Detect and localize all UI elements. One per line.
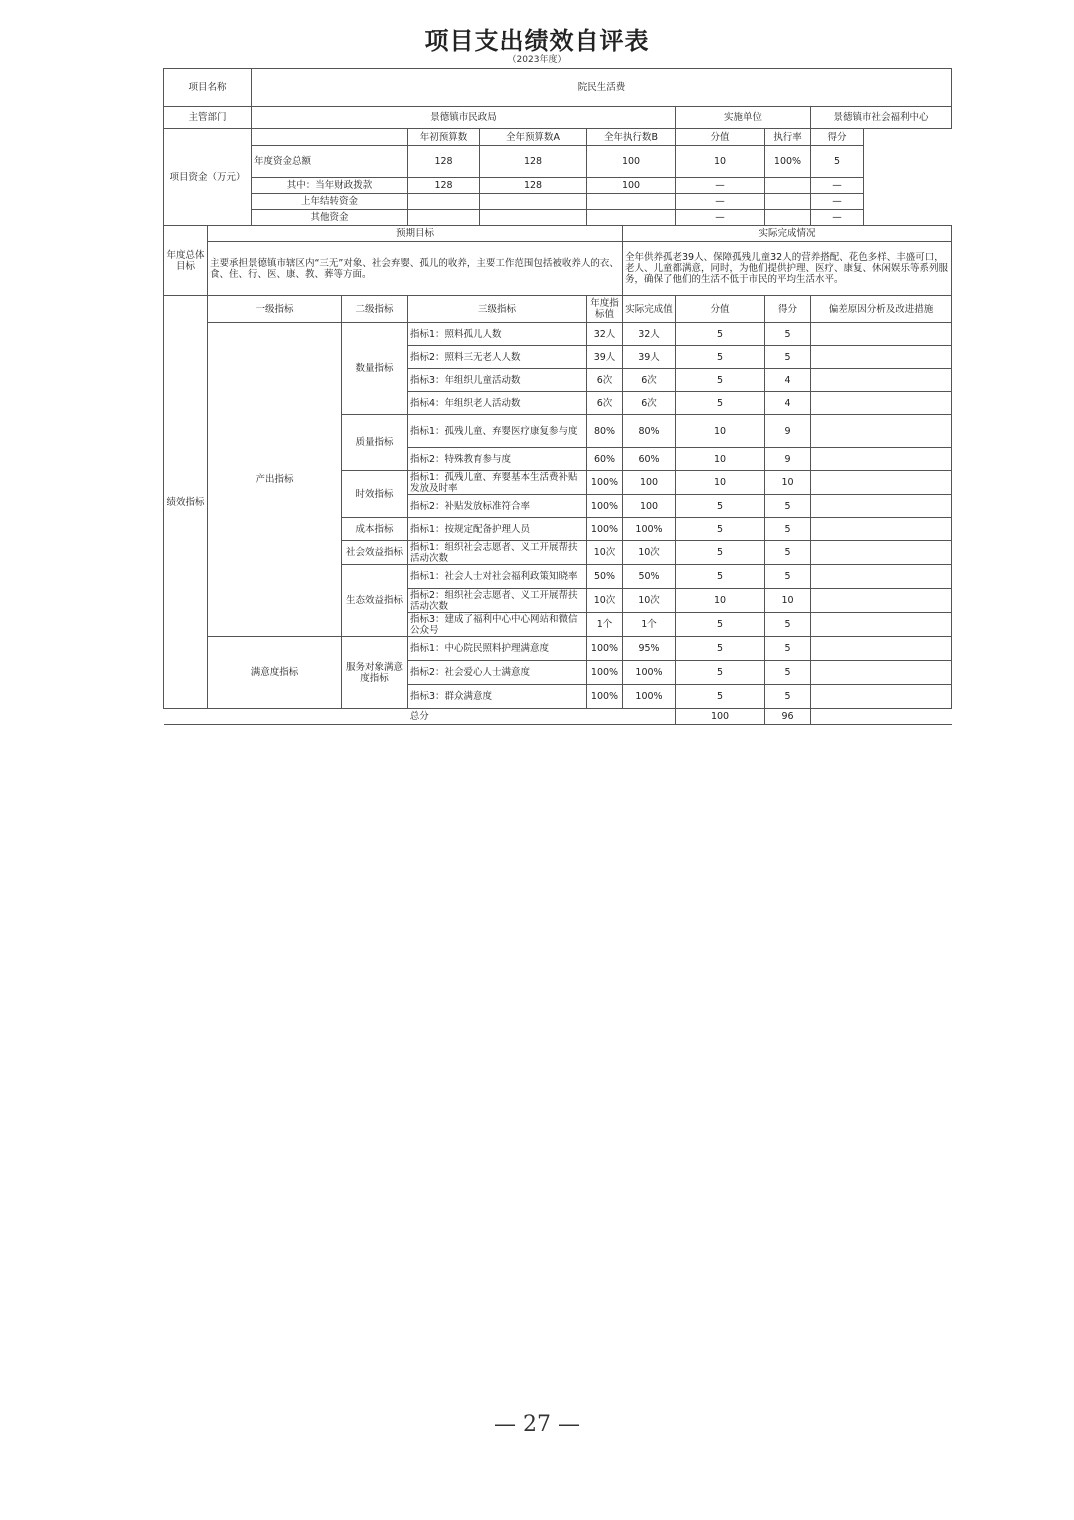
- funds-header: 年初预算数: [408, 129, 480, 146]
- actual-value: 32人: [623, 323, 676, 346]
- level3-name: 指标2：照料三无老人人数: [408, 346, 587, 369]
- target-value: 50%: [587, 565, 623, 589]
- perf-header: 实际完成值: [623, 296, 676, 323]
- level3-name: 指标1：孤残儿童、弃婴医疗康复参与度: [408, 415, 587, 448]
- target-value: 100%: [587, 471, 623, 495]
- funds-cell: —: [676, 210, 765, 226]
- got-value: 5: [765, 346, 811, 369]
- dept-value: 景德镇市民政局: [252, 107, 676, 129]
- perf-header: 得分: [765, 296, 811, 323]
- funds-label: 项目资金（万元）: [164, 129, 252, 226]
- target-value: 80%: [587, 415, 623, 448]
- score-value: 5: [676, 685, 765, 709]
- deviation-note: [811, 392, 952, 415]
- funds-cell: [587, 210, 676, 226]
- target-value: 32人: [587, 323, 623, 346]
- got-value: 5: [765, 495, 811, 518]
- actual-value: 100%: [623, 518, 676, 541]
- perf-header: 分值: [676, 296, 765, 323]
- actual-value: 39人: [623, 346, 676, 369]
- actual-value: 6次: [623, 392, 676, 415]
- funds-header-blank: [252, 129, 408, 146]
- funds-cell: [408, 194, 480, 210]
- score-value: 5: [676, 637, 765, 661]
- funds-cell: [765, 178, 811, 194]
- level3-name: 指标4：年组织老人活动数: [408, 392, 587, 415]
- target-value: 10次: [587, 589, 623, 613]
- self-evaluation-form: [163, 26, 949, 725]
- score-value: 10: [676, 589, 765, 613]
- deviation-note: [811, 471, 952, 495]
- target-value: 10次: [587, 541, 623, 565]
- funds-header-row: [164, 129, 952, 146]
- got-value: 5: [765, 613, 811, 637]
- target-value: 100%: [587, 685, 623, 709]
- level2-quality: 质量指标: [342, 415, 408, 471]
- funds-cell: 128: [480, 146, 587, 178]
- form-year: （2023年度）: [507, 55, 567, 65]
- funds-cell: 10: [676, 146, 765, 178]
- score-value: 5: [676, 541, 765, 565]
- impl-unit-value: 景德镇市社会福利中心: [811, 107, 952, 129]
- level3-name: 指标3：群众满意度: [408, 685, 587, 709]
- actual-value: 10次: [623, 541, 676, 565]
- deviation-note: [811, 346, 952, 369]
- funds-cell: [480, 210, 587, 226]
- actual-value: 100%: [623, 685, 676, 709]
- total-note: [811, 709, 952, 725]
- target-value: 100%: [587, 661, 623, 685]
- funds-header: 得分: [811, 129, 864, 146]
- total-label: 总分: [164, 709, 676, 725]
- level2-ecological: 生态效益指标: [342, 565, 408, 637]
- funds-cell: 5: [811, 146, 864, 178]
- project-name-label: 项目名称: [164, 69, 252, 107]
- actual-value: 100: [623, 471, 676, 495]
- actual-value: 6次: [623, 369, 676, 392]
- actual-value: 10次: [623, 589, 676, 613]
- level2-cost: 成本指标: [342, 518, 408, 541]
- deviation-note: [811, 613, 952, 637]
- deviation-note: [811, 589, 952, 613]
- funds-header: 全年执行数B: [587, 129, 676, 146]
- form-title: 项目支出绩效自评表: [424, 26, 650, 55]
- table-row: [164, 323, 952, 346]
- actual-value: 100%: [623, 661, 676, 685]
- funds-cell: 100: [587, 178, 676, 194]
- funds-row: [164, 194, 952, 210]
- funds-row: [164, 178, 952, 194]
- total-got: 96: [765, 709, 811, 725]
- deviation-note: [811, 495, 952, 518]
- perf-header: 三级指标: [408, 296, 587, 323]
- funds-cell: 128: [408, 178, 480, 194]
- got-value: 4: [765, 369, 811, 392]
- perf-header: 偏差原因分析及改进措施: [811, 296, 952, 323]
- funds-cell: —: [811, 210, 864, 226]
- actual-value: 1个: [623, 613, 676, 637]
- level2-timeliness: 时效指标: [342, 471, 408, 518]
- level2-quantity: 数量指标: [342, 323, 408, 415]
- level3-name: 指标1：按规定配备护理人员: [408, 518, 587, 541]
- deviation-note: [811, 637, 952, 661]
- funds-cell: [408, 210, 480, 226]
- level3-name: 指标2：特殊教育参与度: [408, 448, 587, 471]
- got-value: 5: [765, 661, 811, 685]
- dept-label: 主管部门: [164, 107, 252, 129]
- deviation-note: [811, 541, 952, 565]
- funds-cell: 128: [480, 178, 587, 194]
- funds-cell: 128: [408, 146, 480, 178]
- funds-row-name: 年度资金总额: [252, 146, 408, 178]
- score-value: 5: [676, 565, 765, 589]
- total-row: [164, 709, 952, 725]
- got-value: 10: [765, 589, 811, 613]
- actual-value: 100: [623, 495, 676, 518]
- got-value: 4: [765, 392, 811, 415]
- score-value: 5: [676, 369, 765, 392]
- funds-cell: 100%: [765, 146, 811, 178]
- expected-goal-label: 预期目标: [208, 226, 623, 242]
- got-value: 5: [765, 685, 811, 709]
- funds-header: 全年预算数A: [480, 129, 587, 146]
- funds-cell: [765, 194, 811, 210]
- score-value: 5: [676, 346, 765, 369]
- actual-value: 80%: [623, 415, 676, 448]
- level3-name: 指标2：补贴发放标准符合率: [408, 495, 587, 518]
- actual-goal-label: 实际完成情况: [623, 226, 952, 242]
- deviation-note: [811, 565, 952, 589]
- page-number: — 27 —: [494, 1412, 580, 1437]
- funds-row-name: 上年结转资金: [252, 194, 408, 210]
- got-value: 9: [765, 415, 811, 448]
- perf-header: 一级指标: [208, 296, 342, 323]
- score-value: 5: [676, 392, 765, 415]
- got-value: 5: [765, 323, 811, 346]
- deviation-note: [811, 661, 952, 685]
- actual-value: 60%: [623, 448, 676, 471]
- goal-header-row: [164, 226, 952, 242]
- evaluation-table: [163, 68, 952, 725]
- score-value: 5: [676, 323, 765, 346]
- funds-row: [164, 210, 952, 226]
- funds-row-name: 其他资金: [252, 210, 408, 226]
- perf-header-row: [164, 296, 952, 323]
- actual-goal-text: 全年供养孤老39人、保障孤残儿童32人的营养搭配、花色多样、丰盛可口，老人、儿童都满意，同时，为他们提供护理、医疗、康复、休闲娱乐等系列服务，确保了他们的生活不低于市民的平均生活水平。: [623, 242, 952, 296]
- score-value: 5: [676, 661, 765, 685]
- funds-cell: —: [676, 178, 765, 194]
- level3-name: 指标1：组织社会志愿者、义工开展帮扶活动次数: [408, 541, 587, 565]
- funds-header: 分值: [676, 129, 765, 146]
- got-value: 9: [765, 448, 811, 471]
- actual-value: 50%: [623, 565, 676, 589]
- target-value: 100%: [587, 518, 623, 541]
- impl-unit-label: 实施单位: [676, 107, 811, 129]
- deviation-note: [811, 415, 952, 448]
- target-value: 39人: [587, 346, 623, 369]
- actual-value: 95%: [623, 637, 676, 661]
- level3-name: 指标3：年组织儿童活动数: [408, 369, 587, 392]
- expected-goal-text: 主要承担景德镇市辖区内“三无”对象、社会弃婴、孤儿的收养，主要工作范围包括被收养人的衣、食、住、行、医、康、教、葬等方面。: [208, 242, 623, 296]
- funds-cell: [480, 194, 587, 210]
- target-value: 100%: [587, 495, 623, 518]
- goal-label: 年度总体目标: [164, 226, 208, 296]
- total-score: 100: [676, 709, 765, 725]
- funds-cell: [765, 210, 811, 226]
- funds-cell: —: [676, 194, 765, 210]
- level3-name: 指标3：建成了福利中心中心网站和微信公众号: [408, 613, 587, 637]
- got-value: 5: [765, 637, 811, 661]
- score-value: 10: [676, 471, 765, 495]
- perf-header: 年度指标值: [587, 296, 623, 323]
- target-value: 6次: [587, 392, 623, 415]
- funds-cell: 100: [587, 146, 676, 178]
- perf-label: 绩效指标: [164, 296, 208, 709]
- got-value: 10: [765, 471, 811, 495]
- got-value: 5: [765, 565, 811, 589]
- level3-name: 指标1：社会人士对社会福利政策知晓率: [408, 565, 587, 589]
- department-row: [164, 107, 952, 129]
- table-row: [164, 637, 952, 661]
- perf-header: 二级指标: [342, 296, 408, 323]
- target-value: 1个: [587, 613, 623, 637]
- level3-name: 指标1：照料孤儿人数: [408, 323, 587, 346]
- level3-name: 指标1：孤残儿童、弃婴基本生活费补贴发放及时率: [408, 471, 587, 495]
- level2-service-satisfaction: 服务对象满意度指标: [342, 637, 408, 709]
- level1-satisfaction: 满意度指标: [208, 637, 342, 709]
- funds-cell: —: [811, 178, 864, 194]
- level3-name: 指标2：组织社会志愿者、义工开展帮扶活动次数: [408, 589, 587, 613]
- funds-row: [164, 146, 952, 178]
- got-value: 5: [765, 518, 811, 541]
- level1-output: 产出指标: [208, 323, 342, 637]
- project-name-row: [164, 69, 952, 107]
- funds-header: 执行率: [765, 129, 811, 146]
- score-value: 10: [676, 415, 765, 448]
- got-value: 5: [765, 541, 811, 565]
- funds-row-name: 其中：当年财政拨款: [252, 178, 408, 194]
- deviation-note: [811, 518, 952, 541]
- deviation-note: [811, 448, 952, 471]
- funds-cell: —: [811, 194, 864, 210]
- deviation-note: [811, 323, 952, 346]
- score-value: 10: [676, 448, 765, 471]
- score-value: 5: [676, 613, 765, 637]
- target-value: 6次: [587, 369, 623, 392]
- funds-cell: [587, 194, 676, 210]
- deviation-note: [811, 685, 952, 709]
- score-value: 5: [676, 495, 765, 518]
- target-value: 100%: [587, 637, 623, 661]
- deviation-note: [811, 369, 952, 392]
- target-value: 60%: [587, 448, 623, 471]
- level3-name: 指标1：中心院民照料护理满意度: [408, 637, 587, 661]
- goal-content-row: [164, 242, 952, 296]
- level3-name: 指标2：社会爱心人士满意度: [408, 661, 587, 685]
- project-name-value: 院民生活费: [252, 69, 952, 107]
- level2-social: 社会效益指标: [342, 541, 408, 565]
- score-value: 5: [676, 518, 765, 541]
